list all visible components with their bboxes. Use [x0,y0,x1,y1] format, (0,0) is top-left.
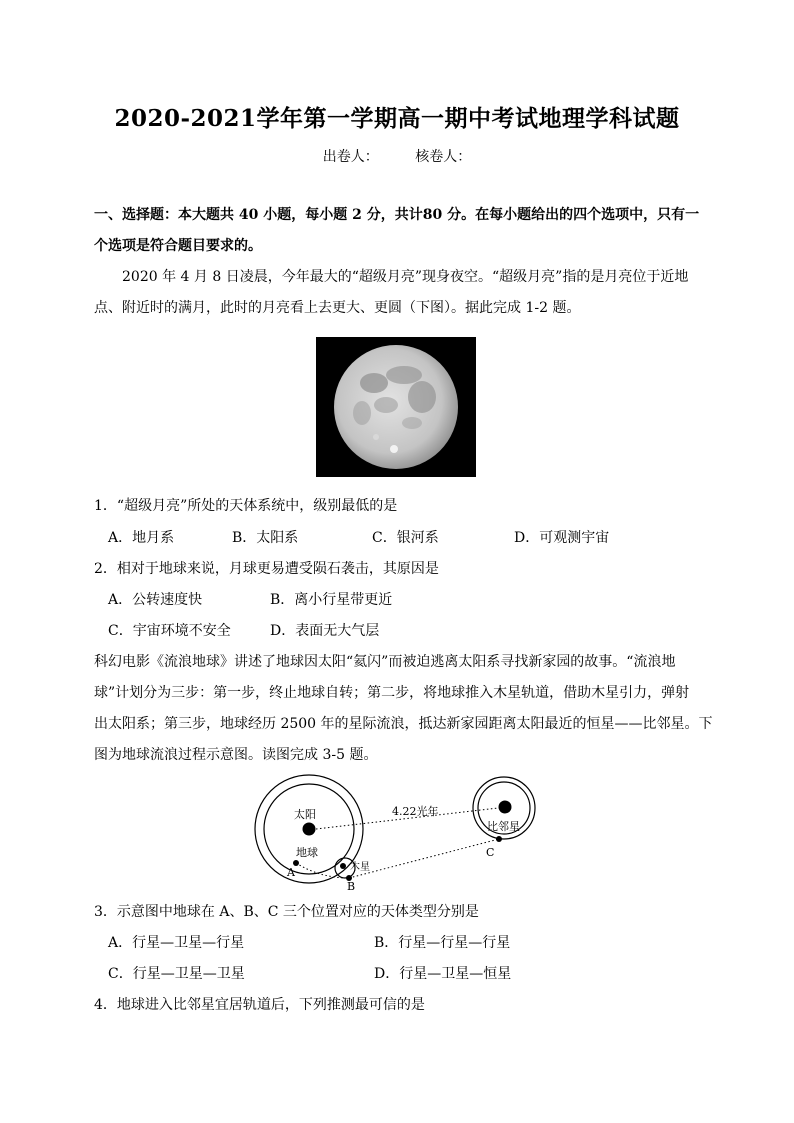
jupiter-dot [340,863,346,869]
section-heading-line2: 个选项是符合题目要求的。 [94,238,262,254]
q3-option-a: A．行星—卫星—行星 [108,935,245,951]
passage-line3: 出太阳系；第三步，地球经历 2500 年的星际流浪，抵达新家园距离太阳最近的恒星——比邻星。下 [94,716,713,732]
page-title: 2020-2021学年第一学期高一期中考试地理学科试题 [114,105,680,132]
supermoon-photo [316,337,476,477]
q1-option-d: D．可观测宇宙 [514,530,610,546]
q3-option-b: B．行星—行星—行星 [374,935,511,951]
q2-option-c: C．宇宙环境不安全 [108,623,231,639]
q3-option-c: C．行星—卫星—卫星 [108,966,245,982]
q1-stem: 1．“超级月亮”所处的天体系统中，级别最低的是 [94,498,398,514]
sun-label: 太阳 [294,808,316,821]
q2-option-b: B．离小行星带更近 [270,592,393,608]
q3-option-d: D．行星—卫星—恒星 [374,966,512,982]
passage-line1: 科幻电影《流浪地球》讲述了地球因太阳“氦闪”而被迫逃离太阳系寻找新家园的故事。“流浪地 [94,654,676,670]
wandering-earth-diagram [250,772,550,892]
q1-option-a: A．地月系 [108,530,175,546]
q2-option-d: D．表面无大气层 [270,623,380,639]
point-c-label: C [486,846,495,859]
passage-line2: 球”计划分为三步：第一步，终止地球自转；第二步，将地球推入木星轨道，借助木星引力，弹射 [94,685,690,701]
q2-option-a: A．公转速度快 [108,592,203,608]
distance-label: 4.22光年 [392,805,439,818]
setter-label: 出卷人： [322,149,379,165]
intro-line2: 点、附近时的满月，此时的月亮看上去更大、更圆（下图）。据此完成 1-2 题。 [94,300,581,316]
proxima-dot [499,801,512,814]
moon-icon [316,337,476,477]
section-heading-line1: 一、选择题：本大题共 40 小题，每小题 2 分，共计80 分。在每小题给出的四个选项中，只有一 [94,207,700,223]
passage-line4: 图为地球流浪过程示意图。读图完成 3-5 题。 [94,747,378,763]
q3-stem: 3．示意图中地球在 A、B、C 三个位置对应的天体类型分别是 [94,904,479,920]
q1-option-c: C．银河系 [372,530,439,546]
proxima-label: 比邻星 [487,820,520,833]
q4-stem: 4．地球进入比邻星宜居轨道后，下列推测最可信的是 [94,997,425,1013]
q2-stem: 2．相对于地球来说，月球更易遭受陨石袭击，其原因是 [94,561,439,577]
jupiter-label: 木星 [350,862,370,873]
q1-option-b: B．太阳系 [232,530,299,546]
earth-label: 地球 [296,846,318,859]
sun-dot [303,823,316,836]
path-b-to-c [349,839,499,878]
intro-line1: 2020 年 4 月 8 日凌晨，今年最大的“超级月亮”现身夜空。“超级月亮”指的是月亮位于近地 [122,269,689,285]
point-b-label: B [347,880,356,892]
checker-label: 核卷人： [415,149,472,165]
exam-credits [0,146,794,166]
point-a-label: A [287,866,295,879]
